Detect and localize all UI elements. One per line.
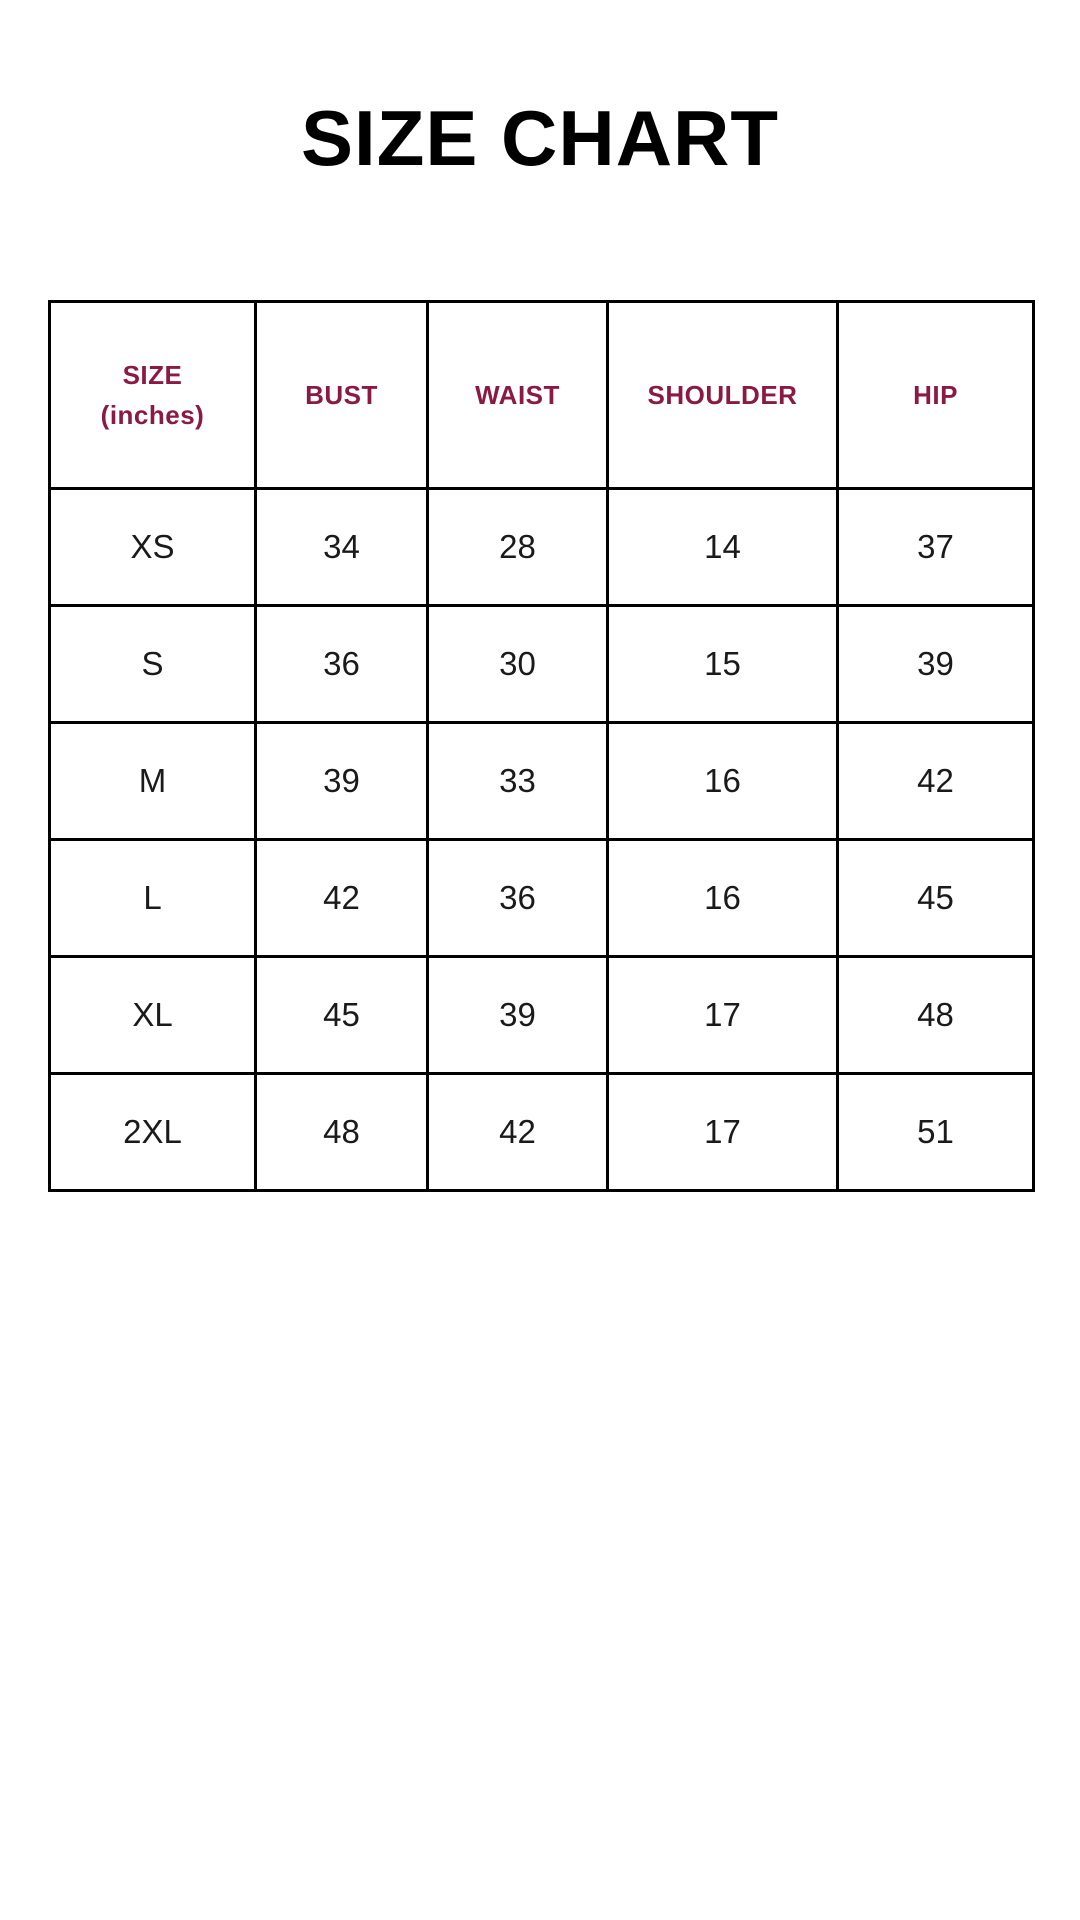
cell-bust: 36 bbox=[256, 605, 428, 722]
column-header-size-line1: SIZE bbox=[122, 359, 183, 390]
cell-bust: 48 bbox=[256, 1073, 428, 1190]
cell-bust: 45 bbox=[256, 956, 428, 1073]
size-chart-table-wrapper bbox=[0, 300, 1080, 1192]
cell-size: 2XL bbox=[50, 1073, 256, 1190]
table-row bbox=[50, 722, 1034, 839]
column-header-shoulder: SHOULDER bbox=[608, 301, 838, 488]
column-header-waist: WAIST bbox=[428, 301, 608, 488]
table-body bbox=[50, 488, 1034, 1190]
cell-waist: 39 bbox=[428, 956, 608, 1073]
cell-size: XL bbox=[50, 956, 256, 1073]
cell-shoulder: 17 bbox=[608, 1073, 838, 1190]
column-header-size-line2: (inches) bbox=[100, 399, 205, 430]
cell-size: M bbox=[50, 722, 256, 839]
cell-hip: 51 bbox=[838, 1073, 1034, 1190]
cell-hip: 39 bbox=[838, 605, 1034, 722]
column-header-size bbox=[50, 301, 256, 488]
column-header-hip: HIP bbox=[838, 301, 1034, 488]
cell-shoulder: 17 bbox=[608, 956, 838, 1073]
cell-hip: 45 bbox=[838, 839, 1034, 956]
cell-waist: 42 bbox=[428, 1073, 608, 1190]
table-row bbox=[50, 488, 1034, 605]
cell-waist: 30 bbox=[428, 605, 608, 722]
cell-size: XS bbox=[50, 488, 256, 605]
cell-waist: 28 bbox=[428, 488, 608, 605]
cell-hip: 42 bbox=[838, 722, 1034, 839]
cell-shoulder: 14 bbox=[608, 488, 838, 605]
cell-bust: 42 bbox=[256, 839, 428, 956]
table-row bbox=[50, 605, 1034, 722]
cell-hip: 37 bbox=[838, 488, 1034, 605]
cell-hip: 48 bbox=[838, 956, 1034, 1073]
table-header-row bbox=[50, 301, 1034, 488]
table-header bbox=[50, 301, 1034, 488]
cell-shoulder: 16 bbox=[608, 722, 838, 839]
cell-shoulder: 15 bbox=[608, 605, 838, 722]
table-row bbox=[50, 1073, 1034, 1190]
cell-waist: 36 bbox=[428, 839, 608, 956]
page-title: SIZE CHART bbox=[301, 94, 779, 182]
cell-bust: 39 bbox=[256, 722, 428, 839]
size-chart-table bbox=[48, 300, 1035, 1192]
table-row bbox=[50, 839, 1034, 956]
cell-bust: 34 bbox=[256, 488, 428, 605]
cell-shoulder: 16 bbox=[608, 839, 838, 956]
cell-size: S bbox=[50, 605, 256, 722]
cell-size: L bbox=[50, 839, 256, 956]
table-row bbox=[50, 956, 1034, 1073]
column-header-bust: BUST bbox=[256, 301, 428, 488]
cell-waist: 33 bbox=[428, 722, 608, 839]
